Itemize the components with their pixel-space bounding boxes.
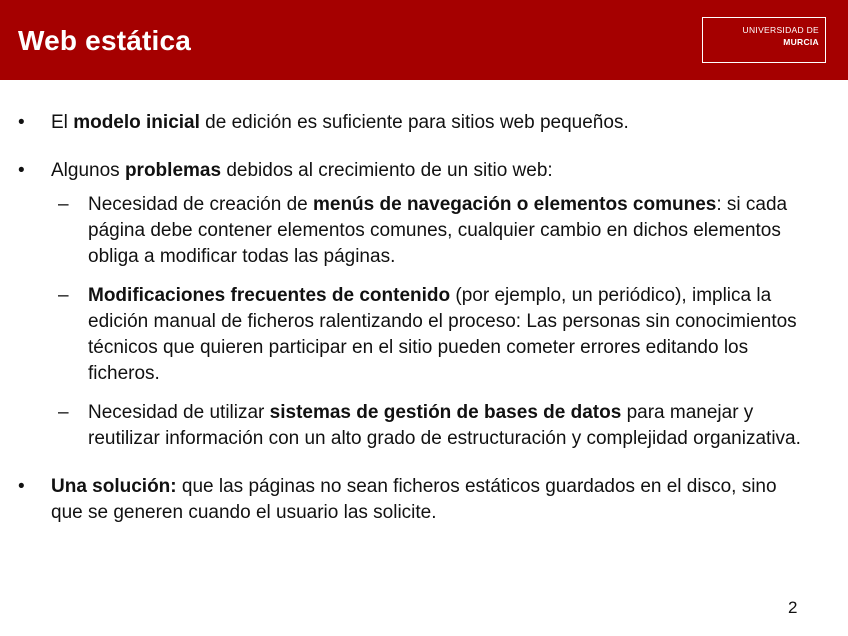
bullet-solucion: [0, 474, 848, 526]
page-number: 2: [788, 598, 798, 617]
subbullet-modificaciones: [0, 283, 848, 387]
subbullet-text-post: (por ejemplo, un periódico), implica la edición manual de ficheros ralentizando el proceso: Las personas sin conocimientos técnicos que quieren participar en el sitio pueden cometer errores editando los ficheros.: [88, 285, 797, 384]
bullet-text-post: debidos al crecimiento de un sitio web:: [221, 160, 553, 181]
bullet-text-post: de edición es suficiente para sitios web pequeños.: [199, 112, 629, 133]
bullet-marker: •: [18, 476, 25, 497]
subbullet-text-bold: Modificaciones frecuentes de contenido: [88, 285, 451, 306]
bullet-marker: •: [18, 112, 25, 133]
subbullet-text-bold: sistemas de gestión de bases de datos: [269, 402, 622, 423]
subbullet-text-pre: Necesidad de creación de: [88, 194, 313, 215]
slide-title: Web estática: [18, 25, 192, 56]
subbullet-text-bold: menús de navegación o elementos comunes: [312, 194, 717, 215]
slide-content: [0, 110, 848, 526]
bullet-text-bold: Una solución:: [51, 476, 177, 497]
bullet-text-pre: El: [51, 112, 74, 133]
subbullet-marker: –: [58, 194, 69, 215]
slide-header: [0, 0, 848, 80]
bullet-problemas: [0, 158, 848, 184]
bullet-modelo-inicial: [0, 110, 848, 136]
subbullet-text-post: : si cada página debe contener elementos comunes, cualquier cambio en dichos elementos obliga a modificar todas las páginas.: [88, 194, 788, 267]
bullet-text-bold: problemas: [124, 160, 222, 181]
logo-line-1: UNIVERSIDAD DE: [742, 25, 819, 35]
bullet-text-post: que las páginas no sean ficheros estáticos guardados en el disco, sino que se generen cuando el usuario las solicite.: [51, 476, 777, 523]
university-logo: [702, 17, 826, 63]
subbullet-menus: [0, 192, 848, 270]
logo-line-2: MURCIA: [783, 37, 819, 47]
subbullet-bases-datos: [0, 400, 848, 452]
bullet-text-pre: Algunos: [51, 160, 125, 181]
subbullet-marker: –: [58, 402, 69, 423]
subbullet-marker: –: [58, 285, 69, 306]
bullet-marker: •: [18, 160, 25, 181]
subbullet-text-post: para manejar y reutilizar información con un alto grado de estructuración y complejidad organizativa.: [88, 402, 801, 449]
subbullet-text-pre: Necesidad de utilizar: [88, 402, 270, 423]
bullet-text-bold: modelo inicial: [73, 112, 200, 133]
